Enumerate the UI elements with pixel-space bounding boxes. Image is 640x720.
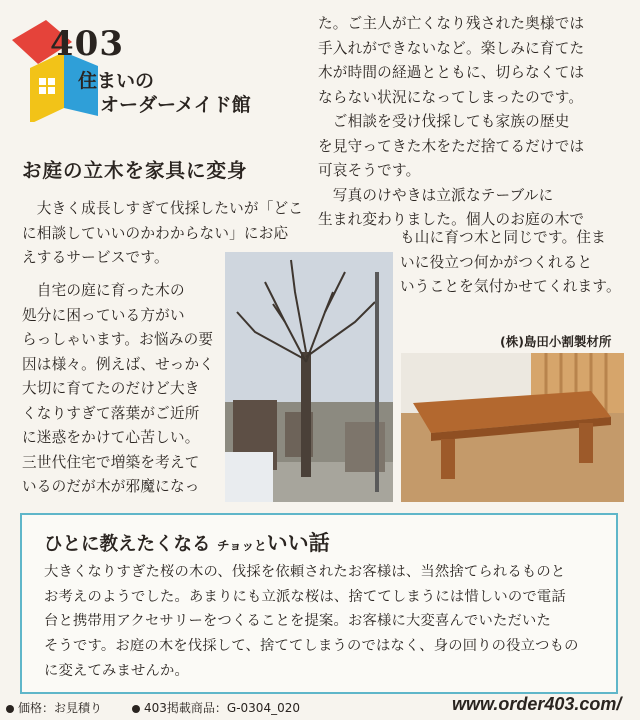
footer-item xyxy=(132,699,300,716)
bullet-icon xyxy=(132,705,140,713)
article-headline: お庭の立木を家具に変身 xyxy=(22,159,248,182)
tip-heading-small: チョッと xyxy=(216,538,267,553)
left-paragraph-intro: 大きく成長しすぎて伐採したいが「どこ に相談していいのかわからない」にお応 えするサービスです。 xyxy=(22,200,304,266)
right-paragraph-continued: も山に育つ木と同じです。住ま いに役立つ何かがつくれると いうことを気付かせてくれます。 xyxy=(400,229,621,295)
footer-item-label: 403掲載商品：G-0304_020 xyxy=(144,701,300,715)
tip-text: 大きくなりすぎた桜の木の、伐採を依頼されたお客様は、当然捨てられるものと お考えのようでした。あまりにも立派な桜は、捨ててしまうには惜しいので電話 台と携帯用アクセサリーをつくることを提案。お客様に大変喜んでいただいた そうです。お庭の木を伐採して、捨ててしまうのではなく、身の回りの役立つもの に変えてみませんか。 xyxy=(44,564,579,679)
footer-price-label: 価格：お見積り xyxy=(18,701,103,715)
footer-price xyxy=(6,699,102,716)
tip-heading xyxy=(44,527,330,557)
logo-subtitle-1: 住まいの xyxy=(78,70,155,92)
left-paragraph-body: 自宅の庭に育った木の 処分に困っている方がい らっしゃいます。お悩みの要 因は様々。例えば、せっかく 大切に育てたのだけど大き くなりすぎて落葉がご近所 に迷惑をかけて心苦しい。 三世代住宅で増築を考えて いるのだが木が邪魔になっ xyxy=(22,282,215,495)
company-name: (株)島田小割製材所 xyxy=(500,334,612,349)
logo-number: 403 xyxy=(50,24,124,64)
logo-subtitle-2: オーダーメイド館 xyxy=(100,94,251,116)
table-photo xyxy=(401,353,624,502)
website-url-link[interactable]: www.order403.com/ xyxy=(452,694,622,714)
tip-heading-main: ひとに教えたくなる xyxy=(44,534,211,555)
right-paragraph-top: た。ご主人が亡くなり残された奥様では 手入れができないなど。楽しみに育てた 木が時間の経過とともに、切らなくては ならない状況になってしまったのです。 ご相談を受け伐採しても家族の歴史 を見守ってきた木をただ捨てるだけでは 可哀そうです。 写真のけやきは立派なテーブルに 生まれ変わりました。個人のお庭の木で xyxy=(318,15,585,228)
bullet-icon xyxy=(6,705,14,713)
tree-photo xyxy=(225,252,393,502)
tip-heading-emphasis: いい話 xyxy=(266,531,330,555)
